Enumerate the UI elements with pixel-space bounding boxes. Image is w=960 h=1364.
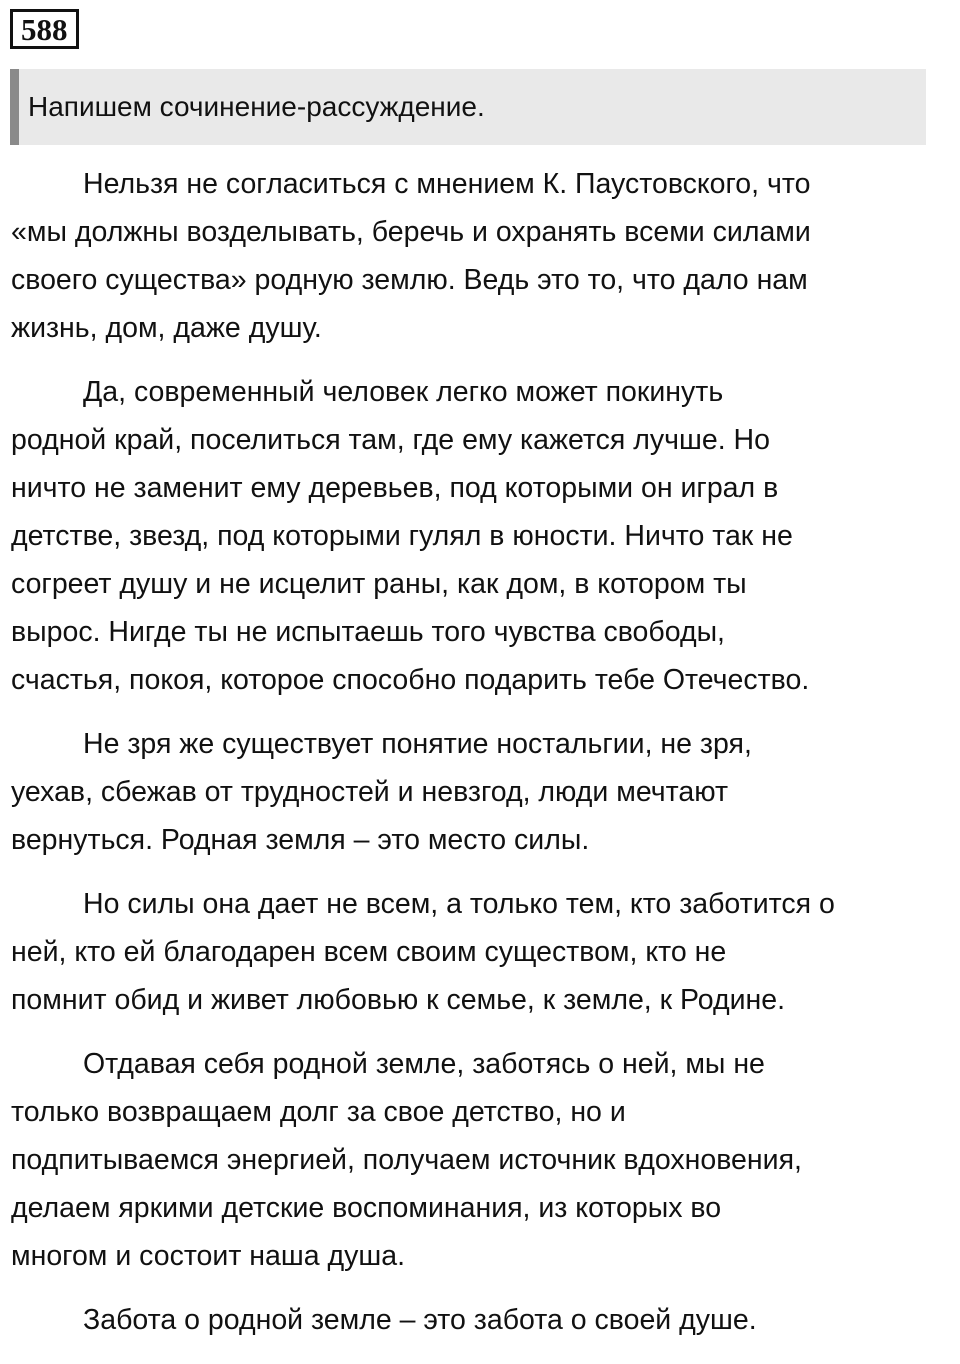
paragraph-line: жизнь, дом, даже душу. <box>11 312 322 344</box>
paragraph <box>11 1296 941 1344</box>
paragraph <box>11 1040 941 1280</box>
paragraph-line: Но силы она дает не всем, а только тем, кто заботится о <box>83 888 835 920</box>
paragraph-line: уехав, сбежав от трудностей и невзгод, люди мечтают <box>11 776 728 808</box>
paragraph <box>11 368 941 704</box>
paragraph <box>11 880 941 1024</box>
paragraph-line: только возвращаем долг за свое детство, но и <box>11 1096 626 1128</box>
paragraph-line: многом и состоит наша душа. <box>11 1240 406 1272</box>
paragraph-line: подпитываемся энергией, получаем источник вдохновения, <box>11 1144 802 1176</box>
paragraph-line: детстве, звезд, под которыми гулял в юности. Ничто так не <box>11 520 793 552</box>
paragraph-line: ничто не заменит ему деревьев, под которыми он играл в <box>11 472 779 504</box>
paragraph <box>11 160 941 352</box>
paragraph-line: Да, современный человек легко может покинуть <box>83 376 724 408</box>
paragraph-line: счастья, покоя, которое способно подарить тебе Отечество. <box>11 664 810 696</box>
paragraph-line: согреет душу и не исцелит раны, как дом, в котором ты <box>11 568 747 600</box>
paragraph-line: Отдавая себя родной земле, заботясь о ней, мы не <box>83 1048 765 1080</box>
paragraph-line: помнит обид и живет любовью к семье, к земле, к Родине. <box>11 984 786 1016</box>
paragraph-line: Забота о родной земле – это забота о своей душе. <box>83 1304 757 1336</box>
paragraph-line: «мы должны возделывать, беречь и охранять всеми силами <box>11 216 811 248</box>
task-text: Напишем сочинение-рассуждение. <box>28 91 485 122</box>
paragraph-line: родной край, поселиться там, где ему кажется лучше. Но <box>11 424 770 456</box>
paragraph-line: делаем яркими детские воспоминания, из которых во <box>11 1192 722 1224</box>
paragraph-line: вернуться. Родная земля – это место силы. <box>11 824 590 856</box>
task-banner <box>10 69 926 145</box>
paragraph <box>11 720 941 864</box>
paragraph-line: вырос. Нигде ты не испытаешь того чувства свободы, <box>11 616 725 648</box>
paragraph-line: Нельзя не согласиться с мнением К. Паустовского, что <box>83 168 811 200</box>
paragraph-line: Не зря же существует понятие ностальгии, не зря, <box>83 728 752 760</box>
essay-body <box>11 160 941 1360</box>
paragraph-line: своего существа» родную землю. Ведь это то, что дало нам <box>11 264 808 296</box>
paragraph-line: ней, кто ей благодарен всем своим существом, кто не <box>11 936 727 968</box>
exercise-number: 588 <box>10 9 79 49</box>
